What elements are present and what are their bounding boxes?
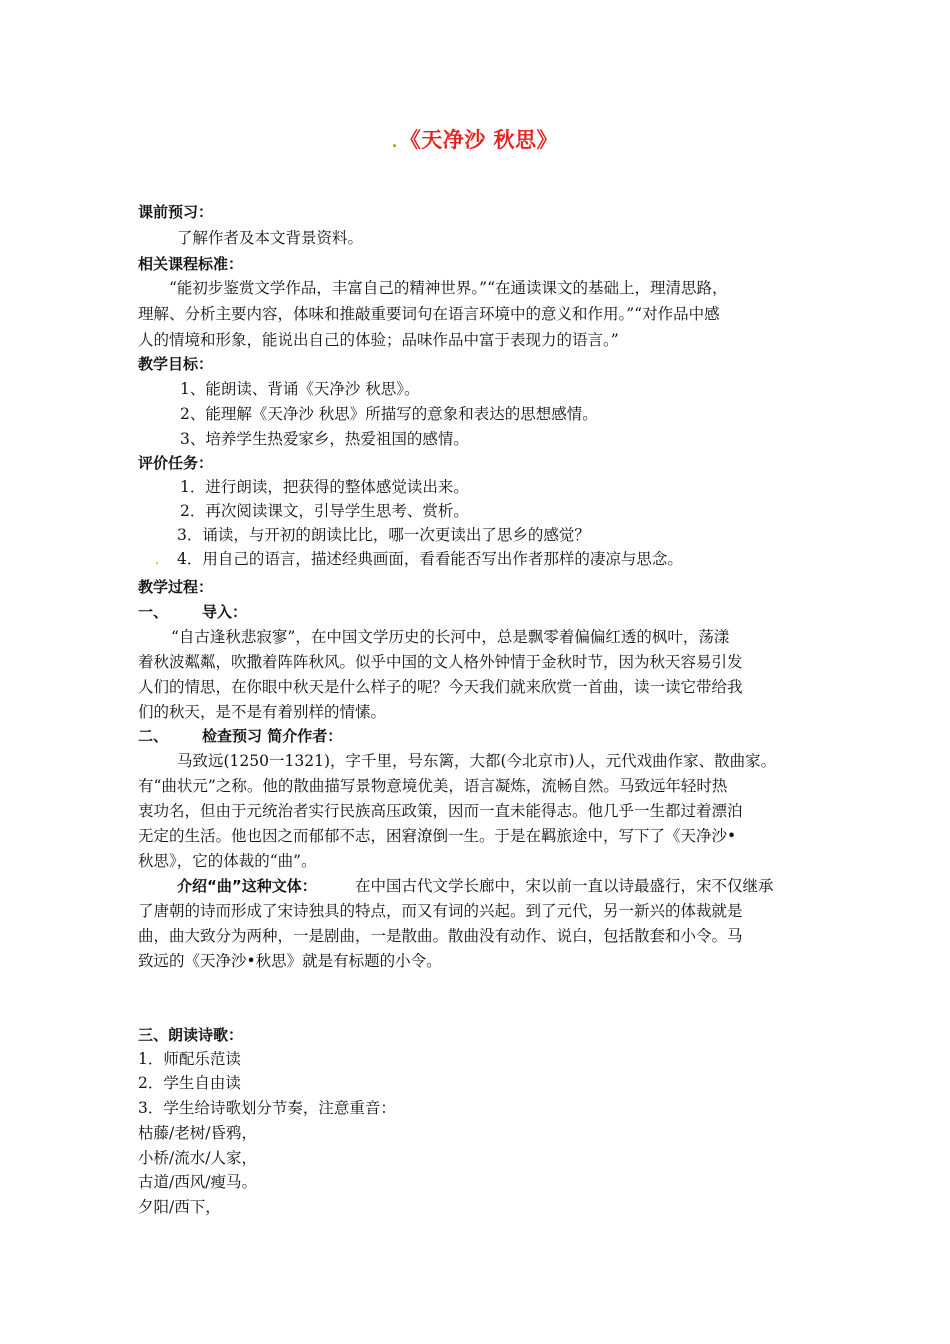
reading-item: 1．师配乐范读 <box>138 1050 241 1068</box>
standards-line: 理解、分析主要内容，体味和推敲重要词句在语言环境中的意义和作用。”“对作品中感 <box>138 305 720 323</box>
intro-line: 们的秋天，是不是有着别样的情愫。 <box>138 703 387 721</box>
task-item: 3．诵读，与开初的朗读比比，哪一次更读出了思乡的感觉？ <box>177 526 590 544</box>
process-heading: 教学过程： <box>138 578 214 596</box>
intro-num: 一、 <box>138 603 169 621</box>
poem-line: 小桥/流水/人家， <box>138 1149 257 1167</box>
author-label: 检查预习 简介作者： <box>202 727 343 745</box>
preview-heading: 课前预习： <box>138 203 214 221</box>
goals-heading: 教学目标： <box>138 355 214 373</box>
goal-item: 3、培养学生热爱家乡，热爱祖国的感情。 <box>180 430 469 448</box>
task-item: 1．进行朗读，把获得的整体感觉读出来。 <box>180 478 469 496</box>
goal-item: 2、能理解《天净沙 秋思》所描写的意象和表达的思想感情。 <box>180 405 598 423</box>
poem-line: 夕阳/西下， <box>138 1198 221 1216</box>
intro-label: 导入： <box>202 603 248 621</box>
preview-text: 了解作者及本文背景资料。 <box>177 229 364 247</box>
intro-line: “自古逢秋悲寂寥”，在中国文学历史的长河中，总是飘零着偏偏红透的枫叶，荡漾 <box>171 628 730 646</box>
bullet-dot-icon: . <box>391 135 398 151</box>
goal-item: 1、能朗读、背诵《天净沙 秋思》。 <box>180 380 420 398</box>
author-line: 有“曲状元”之称。他的散曲描写景物意境优美，语言凝炼，流畅自然。马致远年轻时热 <box>138 777 728 795</box>
genre-line: 曲，曲大致分为两种，一是剧曲，一是散曲。散曲没有动作、说白，包括散套和小令。马 <box>138 927 743 945</box>
intro-line: 着秋波粼粼，吹撒着阵阵秋风。似乎中国的文人格外钟情于金秋时节，因为秋天容易引发 <box>138 653 743 671</box>
task-item: 4．用自己的语言，描述经典画面，看看能否写出作者那样的凄凉与思念。 <box>177 550 683 568</box>
task-item: 2．再次阅读课文，引导学生思考、赏析。 <box>180 502 469 520</box>
author-line: 秋思》，它的体裁的“曲”。 <box>138 852 317 870</box>
standards-heading: 相关课程标准： <box>138 255 244 273</box>
author-line: 衷功名，但由于元统治者实行民族高压政策，因而一直未能得志。他几乎一生都过着漂泊 <box>138 802 743 820</box>
reading-item: 2．学生自由读 <box>138 1074 241 1092</box>
genre-line: 致远的《天净沙•秋思》就是有标题的小令。 <box>138 952 442 970</box>
genre-line: 了唐朝的诗而形成了宋诗独具的特点，而又有词的兴起。到了元代，另一新兴的体裁就是 <box>138 902 743 920</box>
author-line: 无定的生活。他也因之而郁郁不志，困窘潦倒一生。于是在羁旅途中，写下了《天净沙• <box>138 827 737 845</box>
genre-line: 在中国古代文学长廊中，宋以前一直以诗最盛行，宋不仅继承 <box>355 877 774 895</box>
reading-heading: 三、朗读诗歌： <box>138 1026 244 1044</box>
tasks-heading: 评价任务： <box>138 454 214 472</box>
reading-item: 3．学生给诗歌划分节奏，注意重音： <box>138 1099 396 1117</box>
poem-line: 枯藤/老树/昏鸦， <box>138 1124 257 1142</box>
poem-line: 古道/西风/瘦马。 <box>138 1173 257 1191</box>
genre-label: 介绍“曲”这种文体： <box>177 877 317 895</box>
author-line: 马致远(1250一1321)，字千里，号东篱，大都(今北京市)人，元代戏曲作家、散曲家。 <box>177 752 777 770</box>
page-title: .《天净沙 秋思》 <box>391 128 559 152</box>
intro-line: 人们的情思，在你眼中秋天是什么样子的呢？今天我们就来欣赏一首曲，读一读它带给我 <box>138 678 743 696</box>
author-num: 二、 <box>138 727 169 745</box>
standards-line: 人的情境和形象，能说出自己的体验；品味作品中富于表现力的语言。” <box>138 331 619 349</box>
bullet-dot-icon: . <box>155 553 160 568</box>
standards-line: “能初步鉴赏文学作品，丰富自己的精神世界。”“在通读课文的基础上，理清思路， <box>169 279 728 297</box>
